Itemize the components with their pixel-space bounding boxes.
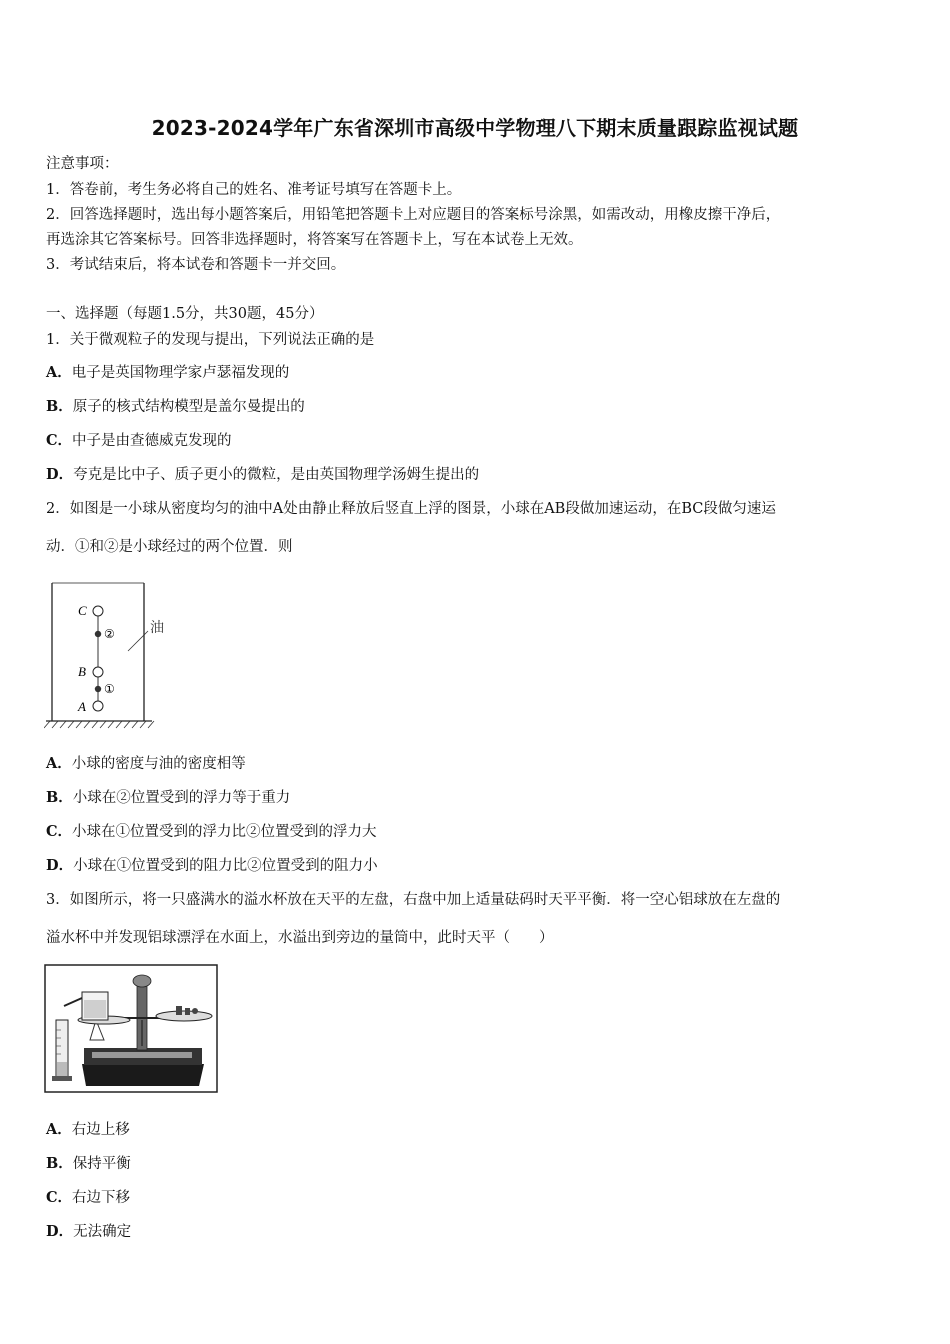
option-letter: C． xyxy=(46,1189,73,1206)
label-1: ① xyxy=(104,682,115,696)
label-c: C xyxy=(78,603,87,618)
option-letter: D． xyxy=(46,1223,74,1240)
option-text: 夸克是比中子、质子更小的微粒，是由英国物理学汤姆生提出的 xyxy=(73,467,480,483)
q2-option-c xyxy=(46,820,377,841)
q1-option-d xyxy=(46,463,479,484)
option-text: 无法确定 xyxy=(73,1224,132,1240)
q3-stem-line1: 3．如图所示，将一只盛满水的溢水杯放在天平的左盘，右盘中加上适量砝码时天平平衡．将一空心铝球放在左盘的 xyxy=(46,892,781,908)
option-text: 小球在①位置受到的阻力比②位置受到的阻力小 xyxy=(73,858,378,874)
option-letter: D． xyxy=(46,466,74,483)
option-text: 保持平衡 xyxy=(72,1156,131,1172)
notice-heading: 注意事项： xyxy=(46,156,119,172)
q2-oil-tube-figure xyxy=(44,575,204,730)
option-text: 右边下移 xyxy=(72,1190,131,1206)
page-title: 2023-2024学年广东省深圳市高级中学物理八下期末质量跟踪监视试题 xyxy=(151,116,799,140)
q3-option-c xyxy=(46,1186,130,1207)
label-a: A xyxy=(78,699,86,714)
label-oil: 油 xyxy=(150,620,164,636)
q2-option-d xyxy=(46,854,378,875)
option-letter: C． xyxy=(46,823,73,840)
option-letter: C． xyxy=(46,432,73,449)
q3-balance-figure xyxy=(44,964,220,1094)
label-b: B xyxy=(78,664,86,679)
option-text: 小球在②位置受到的浮力等于重力 xyxy=(72,790,291,806)
option-letter: A． xyxy=(46,1121,72,1138)
q2-stem-line2: 动．①和②是小球经过的两个位置．则 xyxy=(46,539,293,555)
notice-item-3: 3．考试结束后，将本试卷和答题卡一并交回。 xyxy=(46,257,346,273)
q1-option-b xyxy=(46,395,305,416)
q3-option-d xyxy=(46,1220,131,1241)
option-text: 右边上移 xyxy=(71,1122,130,1138)
q1-stem: 1．关于微观粒子的发现与提出，下列说法正确的是 xyxy=(46,332,375,348)
option-text: 小球在①位置受到的浮力比②位置受到的浮力大 xyxy=(72,824,377,840)
notice-item-1: 1．答卷前，考生务必将自己的姓名、准考证号填写在答题卡上。 xyxy=(46,182,462,198)
option-text: 原子的核式结构模型是盖尔曼提出的 xyxy=(72,399,305,415)
q2-option-a xyxy=(46,752,246,773)
option-letter: A． xyxy=(46,364,72,381)
q3-option-b xyxy=(46,1152,131,1173)
label-2: ② xyxy=(104,627,115,641)
section-heading: 一、选择题（每题1.5分，共30题，45分） xyxy=(46,306,324,322)
option-text: 电子是英国物理学家卢瑟福发现的 xyxy=(71,365,290,381)
option-letter: B． xyxy=(46,1155,73,1172)
option-letter: D． xyxy=(46,857,74,874)
q2-stem-line1: 2．如图是一小球从密度均匀的油中A处由静止释放后竖直上浮的图景，小球在AB段做加速运动，在BC段做匀速运 xyxy=(46,501,776,517)
q3-stem-line2: 溢水杯中并发现铝球漂浮在水面上，水溢出到旁边的量筒中，此时天平（ ） xyxy=(46,930,554,946)
option-text: 中子是由查德威克发现的 xyxy=(72,433,232,449)
q1-option-a xyxy=(46,361,289,382)
q1-option-c xyxy=(46,429,232,450)
option-letter: B． xyxy=(46,789,73,806)
option-letter: B． xyxy=(46,398,73,415)
q2-option-b xyxy=(46,786,290,807)
q3-option-a xyxy=(46,1118,130,1139)
option-text: 小球的密度与油的密度相等 xyxy=(71,756,246,772)
notice-item-2: 2．回答选择题时，选出每小题答案后，用铅笔把答题卡上对应题目的答案标号涂黑，如需改动，用橡皮擦干净后， xyxy=(46,207,781,223)
notice-item-2-cont: 再选涂其它答案标号。回答非选择题时，将答案写在答题卡上，写在本试卷上无效。 xyxy=(46,232,583,248)
option-letter: A． xyxy=(46,755,72,772)
